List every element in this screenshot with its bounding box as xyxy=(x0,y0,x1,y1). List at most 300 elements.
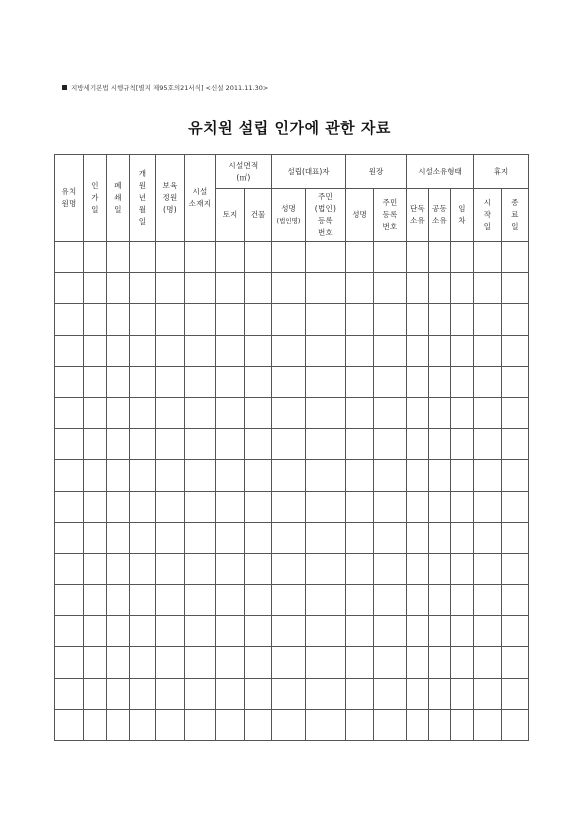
table-cell[interactable] xyxy=(156,709,185,740)
table-cell[interactable] xyxy=(185,553,216,584)
table-cell[interactable] xyxy=(474,616,502,647)
header-founder-reg-no: 주민 (법인) 등록 번호 xyxy=(306,189,346,242)
table-cell[interactable] xyxy=(245,678,272,709)
table-cell[interactable] xyxy=(107,647,130,678)
table-cell[interactable] xyxy=(107,616,130,647)
table-cell[interactable] xyxy=(429,709,451,740)
table-cell[interactable] xyxy=(374,491,407,522)
table-row xyxy=(55,366,529,397)
table-cell[interactable] xyxy=(306,616,346,647)
table-cell[interactable] xyxy=(451,335,474,366)
table-cell[interactable] xyxy=(107,304,130,335)
table-cell[interactable] xyxy=(474,273,502,304)
table-cell[interactable] xyxy=(84,553,107,584)
table-cell[interactable] xyxy=(272,553,306,584)
header-ownership-type: 시설소유형태 xyxy=(407,155,474,189)
table-cell[interactable] xyxy=(451,397,474,428)
table-cell[interactable] xyxy=(156,366,185,397)
table-cell[interactable] xyxy=(55,429,84,460)
table-cell[interactable] xyxy=(474,585,502,616)
table-row xyxy=(55,242,529,273)
table-cell[interactable] xyxy=(245,491,272,522)
table-cell[interactable] xyxy=(502,491,529,522)
table-cell[interactable] xyxy=(346,585,374,616)
table-cell[interactable] xyxy=(451,460,474,491)
table-cell[interactable] xyxy=(346,273,374,304)
table-cell[interactable] xyxy=(346,616,374,647)
table-cell[interactable] xyxy=(502,616,529,647)
table-cell[interactable] xyxy=(84,304,107,335)
table-cell[interactable] xyxy=(130,366,156,397)
table-cell[interactable] xyxy=(107,460,130,491)
table-cell[interactable] xyxy=(429,460,451,491)
table-cell[interactable] xyxy=(429,273,451,304)
table-cell[interactable] xyxy=(84,460,107,491)
table-cell[interactable] xyxy=(272,616,306,647)
table-cell[interactable] xyxy=(346,366,374,397)
table-cell[interactable] xyxy=(55,647,84,678)
table-cell[interactable] xyxy=(107,273,130,304)
table-row xyxy=(55,522,529,553)
table-cell[interactable] xyxy=(407,585,429,616)
table-cell[interactable] xyxy=(84,522,107,553)
table-cell[interactable] xyxy=(374,522,407,553)
table-cell[interactable] xyxy=(156,553,185,584)
table-cell[interactable] xyxy=(451,616,474,647)
table-cell[interactable] xyxy=(306,304,346,335)
table-cell[interactable] xyxy=(245,709,272,740)
table-cell[interactable] xyxy=(107,522,130,553)
table-cell[interactable] xyxy=(374,273,407,304)
table-cell[interactable] xyxy=(346,522,374,553)
table-cell[interactable] xyxy=(130,491,156,522)
table-cell[interactable] xyxy=(107,397,130,428)
table-cell[interactable] xyxy=(185,491,216,522)
table-cell[interactable] xyxy=(216,553,245,584)
table-cell[interactable] xyxy=(216,366,245,397)
table-cell[interactable] xyxy=(346,491,374,522)
header-director-name: 성명 xyxy=(346,189,374,242)
table-cell[interactable] xyxy=(502,304,529,335)
table-cell[interactable] xyxy=(272,491,306,522)
table-cell[interactable] xyxy=(451,491,474,522)
form-reference-note xyxy=(62,83,268,92)
table-cell[interactable] xyxy=(156,429,185,460)
table-cell[interactable] xyxy=(346,678,374,709)
table-cell[interactable] xyxy=(245,429,272,460)
table-cell[interactable] xyxy=(407,616,429,647)
table-cell[interactable] xyxy=(216,678,245,709)
table-row xyxy=(55,460,529,491)
table-cell[interactable] xyxy=(107,242,130,273)
table-cell[interactable] xyxy=(306,397,346,428)
table-cell[interactable] xyxy=(374,366,407,397)
table-cell[interactable] xyxy=(374,553,407,584)
table-cell[interactable] xyxy=(55,678,84,709)
header-facility-location: 시설 소재지 xyxy=(185,155,216,242)
table-cell[interactable] xyxy=(407,273,429,304)
table-cell[interactable] xyxy=(429,429,451,460)
header-own-single: 단독 소유 xyxy=(407,189,429,242)
table-cell[interactable] xyxy=(84,429,107,460)
table-cell[interactable] xyxy=(429,616,451,647)
table-cell[interactable] xyxy=(502,366,529,397)
table-cell[interactable] xyxy=(84,335,107,366)
table-cell[interactable] xyxy=(474,460,502,491)
table-cell[interactable] xyxy=(130,678,156,709)
table-cell[interactable] xyxy=(156,335,185,366)
table-cell[interactable] xyxy=(407,553,429,584)
table-cell[interactable] xyxy=(451,553,474,584)
table-cell[interactable] xyxy=(346,397,374,428)
table-cell[interactable] xyxy=(245,397,272,428)
table-cell[interactable] xyxy=(474,522,502,553)
table-body xyxy=(55,242,529,741)
table-cell[interactable] xyxy=(107,709,130,740)
table-row xyxy=(55,616,529,647)
table-cell[interactable] xyxy=(502,460,529,491)
table-cell[interactable] xyxy=(84,273,107,304)
table-cell[interactable] xyxy=(216,616,245,647)
table-cell[interactable] xyxy=(156,616,185,647)
table-cell[interactable] xyxy=(216,273,245,304)
table-cell[interactable] xyxy=(156,242,185,273)
table-cell[interactable] xyxy=(306,335,346,366)
table-cell[interactable] xyxy=(55,397,84,428)
table-cell[interactable] xyxy=(272,585,306,616)
table-cell[interactable] xyxy=(451,366,474,397)
table-cell[interactable] xyxy=(474,709,502,740)
table-cell[interactable] xyxy=(107,429,130,460)
table-cell[interactable] xyxy=(245,616,272,647)
table-cell[interactable] xyxy=(185,709,216,740)
table-cell[interactable] xyxy=(245,522,272,553)
table-cell[interactable] xyxy=(55,273,84,304)
table-cell[interactable] xyxy=(502,585,529,616)
table-cell[interactable] xyxy=(55,522,84,553)
table-cell[interactable] xyxy=(474,335,502,366)
table-cell[interactable] xyxy=(156,304,185,335)
table-cell[interactable] xyxy=(374,616,407,647)
table-cell[interactable] xyxy=(429,522,451,553)
table-cell[interactable] xyxy=(502,397,529,428)
table-cell[interactable] xyxy=(185,460,216,491)
table-cell[interactable] xyxy=(374,429,407,460)
table-cell[interactable] xyxy=(407,335,429,366)
table-cell[interactable] xyxy=(130,522,156,553)
header-own-lease: 임 차 xyxy=(451,189,474,242)
table-cell[interactable] xyxy=(272,335,306,366)
table-cell[interactable] xyxy=(306,429,346,460)
header-founder-name: 성명 (법인명) xyxy=(272,189,306,242)
table-cell[interactable] xyxy=(502,647,529,678)
table-cell[interactable] xyxy=(245,460,272,491)
table-cell[interactable] xyxy=(429,553,451,584)
table-cell[interactable] xyxy=(474,242,502,273)
table-cell[interactable] xyxy=(407,304,429,335)
table-cell[interactable] xyxy=(130,616,156,647)
table-cell[interactable] xyxy=(451,304,474,335)
table-cell[interactable] xyxy=(474,397,502,428)
table-cell[interactable] xyxy=(429,242,451,273)
table-cell[interactable] xyxy=(216,585,245,616)
table-cell[interactable] xyxy=(107,553,130,584)
table-cell[interactable] xyxy=(185,585,216,616)
table-cell[interactable] xyxy=(130,647,156,678)
table-cell[interactable] xyxy=(130,585,156,616)
table-cell[interactable] xyxy=(502,429,529,460)
table-cell[interactable] xyxy=(84,678,107,709)
table-cell[interactable] xyxy=(55,304,84,335)
table-cell[interactable] xyxy=(130,553,156,584)
table-cell[interactable] xyxy=(451,709,474,740)
table-cell[interactable] xyxy=(130,709,156,740)
table-cell[interactable] xyxy=(245,366,272,397)
table-cell[interactable] xyxy=(451,647,474,678)
table-cell[interactable] xyxy=(407,522,429,553)
header-capacity: 보육 정원 (명) xyxy=(156,155,185,242)
table-cell[interactable] xyxy=(185,273,216,304)
table-cell[interactable] xyxy=(107,491,130,522)
header-founder-name-sub: (법인명) xyxy=(276,217,301,225)
table-cell[interactable] xyxy=(374,585,407,616)
table-cell[interactable] xyxy=(374,304,407,335)
table-cell[interactable] xyxy=(216,397,245,428)
table-cell[interactable] xyxy=(407,429,429,460)
table-row xyxy=(55,709,529,740)
table-cell[interactable] xyxy=(216,460,245,491)
table-cell[interactable] xyxy=(451,273,474,304)
table-cell[interactable] xyxy=(130,397,156,428)
table-cell[interactable] xyxy=(156,647,185,678)
table-cell[interactable] xyxy=(130,335,156,366)
table-row xyxy=(55,397,529,428)
table-cell[interactable] xyxy=(245,553,272,584)
table-cell[interactable] xyxy=(429,647,451,678)
table-cell[interactable] xyxy=(407,366,429,397)
table-cell[interactable] xyxy=(272,429,306,460)
table-cell[interactable] xyxy=(306,647,346,678)
table-cell[interactable] xyxy=(185,647,216,678)
table-cell[interactable] xyxy=(502,335,529,366)
table-cell[interactable] xyxy=(407,709,429,740)
table-cell[interactable] xyxy=(185,397,216,428)
table-cell[interactable] xyxy=(407,397,429,428)
table-cell[interactable] xyxy=(407,460,429,491)
table-cell[interactable] xyxy=(272,242,306,273)
table-cell[interactable] xyxy=(407,678,429,709)
table-cell[interactable] xyxy=(272,709,306,740)
table-cell[interactable] xyxy=(55,585,84,616)
table-cell[interactable] xyxy=(185,366,216,397)
table-cell[interactable] xyxy=(84,491,107,522)
table-cell[interactable] xyxy=(156,460,185,491)
table-row xyxy=(55,304,529,335)
table-cell[interactable] xyxy=(474,647,502,678)
table-cell[interactable] xyxy=(185,429,216,460)
table-row xyxy=(55,678,529,709)
table-cell[interactable] xyxy=(130,273,156,304)
table-cell[interactable] xyxy=(346,242,374,273)
table-cell[interactable] xyxy=(306,522,346,553)
table-cell[interactable] xyxy=(429,335,451,366)
table-cell[interactable] xyxy=(502,709,529,740)
table-cell[interactable] xyxy=(374,647,407,678)
table-cell[interactable] xyxy=(185,678,216,709)
table-cell[interactable] xyxy=(272,304,306,335)
table-cell[interactable] xyxy=(185,616,216,647)
table-cell[interactable] xyxy=(156,585,185,616)
table-cell[interactable] xyxy=(306,366,346,397)
table-cell[interactable] xyxy=(185,522,216,553)
table-cell[interactable] xyxy=(84,616,107,647)
table-cell[interactable] xyxy=(55,553,84,584)
table-cell[interactable] xyxy=(156,522,185,553)
table-cell[interactable] xyxy=(474,304,502,335)
table-cell[interactable] xyxy=(374,335,407,366)
table-cell[interactable] xyxy=(216,242,245,273)
table-cell[interactable] xyxy=(346,553,374,584)
table-cell[interactable] xyxy=(474,491,502,522)
table-cell[interactable] xyxy=(306,553,346,584)
table-cell[interactable] xyxy=(107,366,130,397)
table-cell[interactable] xyxy=(502,553,529,584)
table-cell[interactable] xyxy=(502,242,529,273)
header-area-building: 건물 xyxy=(245,189,272,242)
table-cell[interactable] xyxy=(55,335,84,366)
table-cell[interactable] xyxy=(107,585,130,616)
header-director: 원장 xyxy=(346,155,407,189)
table-cell[interactable] xyxy=(306,242,346,273)
table-row xyxy=(55,491,529,522)
table-cell[interactable] xyxy=(429,585,451,616)
table-cell[interactable] xyxy=(107,678,130,709)
table-cell[interactable] xyxy=(451,429,474,460)
table-cell[interactable] xyxy=(272,460,306,491)
table-cell[interactable] xyxy=(374,709,407,740)
header-closure-date: 폐 쇄 일 xyxy=(107,155,130,242)
table-cell[interactable] xyxy=(346,335,374,366)
table-cell[interactable] xyxy=(306,491,346,522)
table-cell[interactable] xyxy=(130,242,156,273)
table-cell[interactable] xyxy=(216,647,245,678)
table-cell[interactable] xyxy=(502,522,529,553)
page-title: 유치원 설립 인가에 관한 자료 xyxy=(188,119,391,137)
table-cell[interactable] xyxy=(55,366,84,397)
header-facility-area: 시설면적 (㎡) xyxy=(216,155,272,189)
table-cell[interactable] xyxy=(429,678,451,709)
table-cell[interactable] xyxy=(474,678,502,709)
table-cell[interactable] xyxy=(429,304,451,335)
table-cell[interactable] xyxy=(306,273,346,304)
table-cell[interactable] xyxy=(306,678,346,709)
table-cell[interactable] xyxy=(474,429,502,460)
table-cell[interactable] xyxy=(185,304,216,335)
table-cell[interactable] xyxy=(451,678,474,709)
table-row xyxy=(55,647,529,678)
table-cell[interactable] xyxy=(84,366,107,397)
table-cell[interactable] xyxy=(407,491,429,522)
table-cell[interactable] xyxy=(216,304,245,335)
table-cell[interactable] xyxy=(429,366,451,397)
table-cell[interactable] xyxy=(216,429,245,460)
table-cell[interactable] xyxy=(84,397,107,428)
table-cell[interactable] xyxy=(346,709,374,740)
table-cell[interactable] xyxy=(272,647,306,678)
table-cell[interactable] xyxy=(429,491,451,522)
table-cell[interactable] xyxy=(272,397,306,428)
table-cell[interactable] xyxy=(346,304,374,335)
table-cell[interactable] xyxy=(156,397,185,428)
table-cell[interactable] xyxy=(245,585,272,616)
table-cell[interactable] xyxy=(451,522,474,553)
table-cell[interactable] xyxy=(407,242,429,273)
table-cell[interactable] xyxy=(55,709,84,740)
table-cell[interactable] xyxy=(407,647,429,678)
table-cell[interactable] xyxy=(451,585,474,616)
table-cell[interactable] xyxy=(130,304,156,335)
table-cell[interactable] xyxy=(185,242,216,273)
table-cell[interactable] xyxy=(84,242,107,273)
table-cell[interactable] xyxy=(245,273,272,304)
table-cell[interactable] xyxy=(346,429,374,460)
table-cell[interactable] xyxy=(245,304,272,335)
table-cell[interactable] xyxy=(84,647,107,678)
table-cell[interactable] xyxy=(245,647,272,678)
table-cell[interactable] xyxy=(130,460,156,491)
table-cell[interactable] xyxy=(374,397,407,428)
table-cell[interactable] xyxy=(346,647,374,678)
table-cell[interactable] xyxy=(272,522,306,553)
table-cell[interactable] xyxy=(272,678,306,709)
table-cell[interactable] xyxy=(185,335,216,366)
table-cell[interactable] xyxy=(216,335,245,366)
table-cell[interactable] xyxy=(216,709,245,740)
table-cell[interactable] xyxy=(245,242,272,273)
table-cell[interactable] xyxy=(107,335,130,366)
table-cell[interactable] xyxy=(502,678,529,709)
table-cell[interactable] xyxy=(55,460,84,491)
table-row xyxy=(55,429,529,460)
table-cell[interactable] xyxy=(306,585,346,616)
table-cell[interactable] xyxy=(346,460,374,491)
table-cell[interactable] xyxy=(84,709,107,740)
table-cell[interactable] xyxy=(55,491,84,522)
table-cell[interactable] xyxy=(216,522,245,553)
table-cell[interactable] xyxy=(216,491,245,522)
table-cell[interactable] xyxy=(374,242,407,273)
table-cell[interactable] xyxy=(156,678,185,709)
table-cell[interactable] xyxy=(272,273,306,304)
table-cell[interactable] xyxy=(374,678,407,709)
table-cell[interactable] xyxy=(156,273,185,304)
table-cell[interactable] xyxy=(451,242,474,273)
table-cell[interactable] xyxy=(429,397,451,428)
table-cell[interactable] xyxy=(374,460,407,491)
table-cell[interactable] xyxy=(156,491,185,522)
table-cell[interactable] xyxy=(55,616,84,647)
table-cell[interactable] xyxy=(272,366,306,397)
table-cell[interactable] xyxy=(55,242,84,273)
table-cell[interactable] xyxy=(502,273,529,304)
table-cell[interactable] xyxy=(130,429,156,460)
table-cell[interactable] xyxy=(474,553,502,584)
table-cell[interactable] xyxy=(474,366,502,397)
table-cell[interactable] xyxy=(306,460,346,491)
table-cell[interactable] xyxy=(245,335,272,366)
table-cell[interactable] xyxy=(306,709,346,740)
table-cell[interactable] xyxy=(84,585,107,616)
